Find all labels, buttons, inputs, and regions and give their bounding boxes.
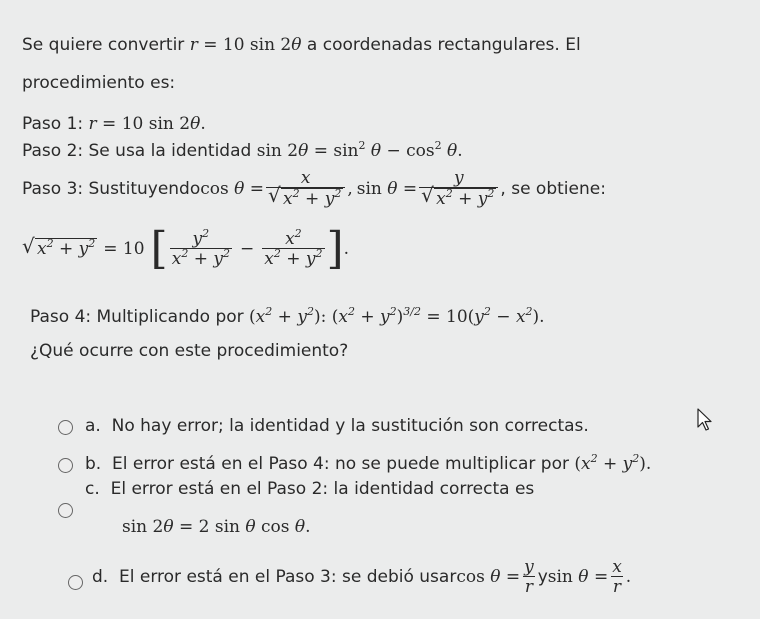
option-c-text: El error está en el Paso 2: la identidad correcta es xyxy=(110,479,535,499)
step-1 xyxy=(22,113,206,135)
step-1-label: Paso 1: xyxy=(22,114,89,134)
option-b-text: El error está en el Paso 4: no se puede multiplicar por xyxy=(112,454,575,474)
sin-substitution: sin θ = xyxy=(356,179,418,199)
step-4-equation: $(x^2 + y^2)$: $(x^2 + y^2)^{3/2} = 10(y^2 - x^2)$. xyxy=(249,305,545,327)
option-a-radio[interactable] xyxy=(58,420,73,435)
option-c-radio[interactable] xyxy=(58,503,73,518)
x-over-root-fraction: x √ $x^2 + y^2$ xyxy=(266,169,345,209)
option-d-text: El error está en el Paso 3: se debió usar xyxy=(119,567,457,587)
intro-line-2: procedimiento es: xyxy=(22,73,176,93)
option-d[interactable]: d. El error está en el Paso 3: se debió usar cos θ = $\frac{y}{r}$ y sin θ = $\frac{x}{r}$ . xyxy=(92,556,632,597)
step-3: Paso 3: Sustituyendo cos θ = x √ $x^2 + y^2$ , sin θ = y √ $x^2 + y^2$ , se obtiene: xyxy=(22,168,606,209)
step-2 xyxy=(22,140,463,162)
option-d-sin: sin θ = xyxy=(547,567,609,587)
option-a-text: No hay error; la identidad y la sustitución son correctas. xyxy=(111,416,589,436)
question-text: ¿Qué ocurre con este procedimiento? xyxy=(30,341,349,361)
y-over-r-fraction: $\frac{y}{r}$ xyxy=(524,556,534,597)
intro-line xyxy=(22,34,581,56)
step-3-label: Paso 3: Sustituyendo xyxy=(22,179,201,199)
step-2-equation: $\sin 2\theta = \sin^2 \theta - \cos^2 \theta$. xyxy=(256,139,463,161)
x-over-r-fraction: $\frac{x}{r}$ xyxy=(612,556,622,597)
y-over-root-fraction: y √ $x^2 + y^2$ xyxy=(419,169,498,209)
step-3-suffix: , se obtiene: xyxy=(500,179,606,199)
option-c-equation: sin 2θ = 2 sin θ cos θ. xyxy=(122,517,311,537)
option-b-radio[interactable] xyxy=(58,458,73,473)
step-3-result: √ $x^2 + y^2$ = 10 [ $\frac{y^2}{x^2 + y^2}$ − $\frac{x^2}{x^2 + y^2}$ ] . xyxy=(22,223,350,274)
option-d-connector: y xyxy=(537,567,548,587)
intro-text-before: Se quiere convertir xyxy=(22,35,190,55)
option-c-letter: c. xyxy=(85,479,100,499)
option-b[interactable] xyxy=(85,453,651,475)
option-a[interactable] xyxy=(85,415,589,437)
step-4 xyxy=(30,306,545,328)
option-d-radio[interactable] xyxy=(68,575,83,590)
option-d-cos: cos θ = xyxy=(456,567,521,587)
option-b-equation: $(x^2 + y^2)$. xyxy=(574,452,652,474)
intro-text-after: a coordenadas rectangulares. El xyxy=(301,35,581,55)
cos-substitution: cos θ = xyxy=(200,179,265,199)
option-b-letter: b. xyxy=(85,454,102,474)
intro-equation: r = 10 sin 2θ xyxy=(189,35,302,55)
option-c[interactable] xyxy=(85,478,534,500)
step-4-label: Paso 4: Multiplicando por xyxy=(30,307,250,327)
step-2-label: Paso 2: Se usa la identidad xyxy=(22,141,257,161)
option-d-letter: d. xyxy=(92,567,109,587)
step-1-equation: r = 10 sin 2θ. xyxy=(88,114,206,134)
option-a-letter: a. xyxy=(85,416,101,436)
mouse-cursor-icon xyxy=(697,408,713,432)
